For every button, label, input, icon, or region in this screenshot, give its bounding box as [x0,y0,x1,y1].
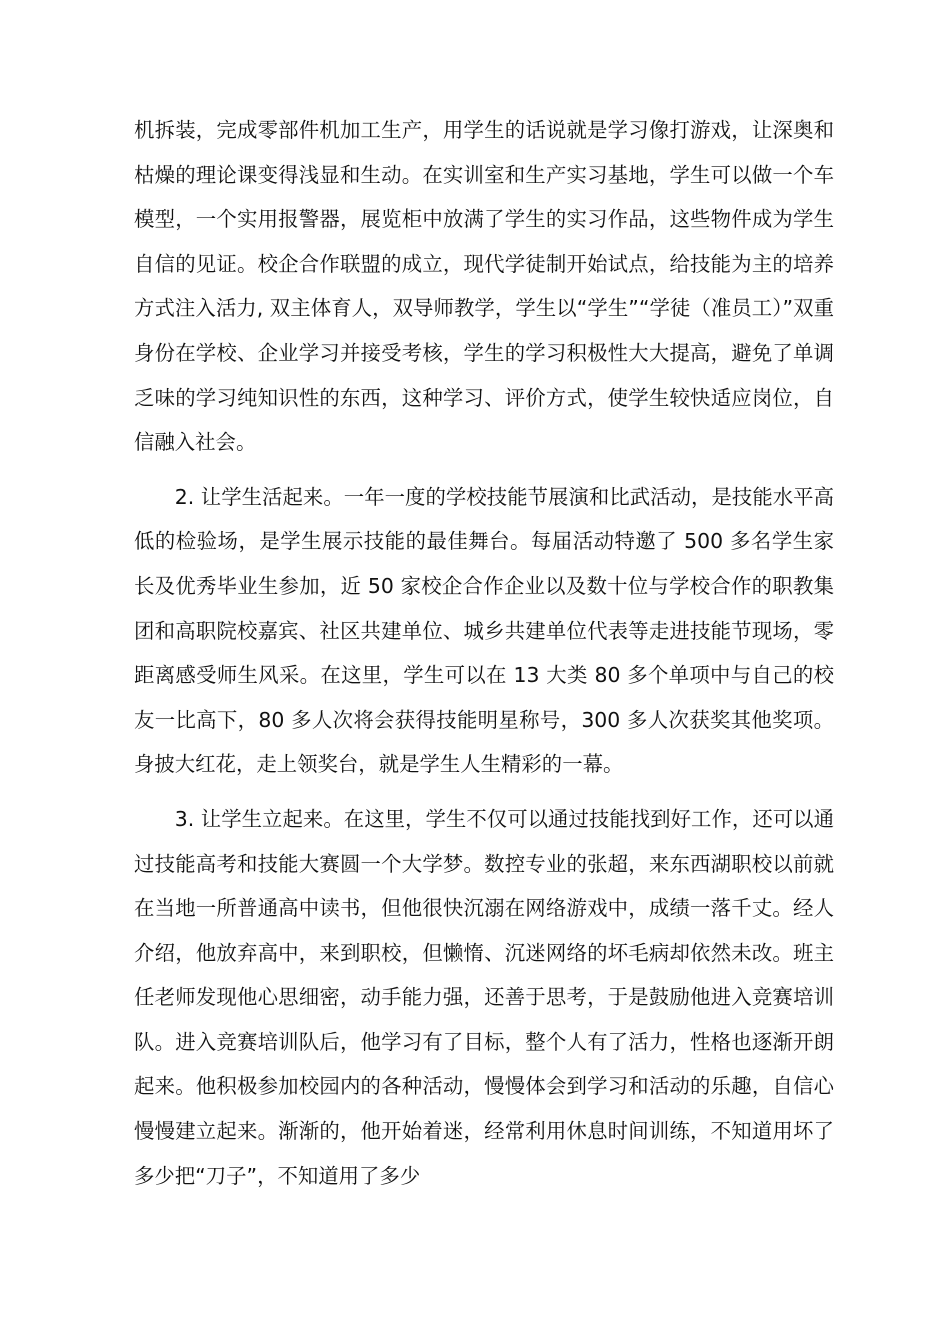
paragraph-3: 3. 让学生立起来。在这里，学生不仅可以通过技能找到好工作，还可以通过技能高考和技能大赛圆一个大学梦。数控专业的张超，来东西湖职校以前就在当地一所普通高中读书，但他很快沉溺在网络游戏中，成绩一落千丈。经人介绍，他放弃高中，来到职校，但懒惰、沉迷网络的坏毛病却依然未改。班主任老师发现他心思细密，动手能力强，还善于思考，于是鼓励他进入竞赛培训队。进入竞赛培训队后，他学习有了目标，整个人有了活力，性格也逐渐开朗起来。他积极参加校园内的各种活动，慢慢体会到学习和活动的乐趣，自信心慢慢建立起来。渐渐的，他开始着迷，经常利用休息时间训练，不知道用坏了多少把“刀子”，不知道用了多少 [134,806,834,1188]
paragraph-2: 2. 让学生活起来。一年一度的学校技能节展演和比武活动，是技能水平高低的检验场，是学生展示技能的最佳舞台。每届活动特邀了 500 多名学生家长及优秀毕业生参加，近 50 家校企合作企业以及数十位与学校合作的职教集团和高职院校嘉宾、社区共建单位、城乡共建单位代表等走进技能节现场，零距离感受师生风采。在这里，学生可以在 13 大类 80 多个单项中与自己的校友一比高下，80 多人次将会获得技能明星称号，300 多人次获奖其他奖项。身披大红花，走上领奖台，就是学生人生精彩的一幕。 [134,484,834,777]
paragraph-1: 机拆装，完成零部件机加工生产，用学生的话说就是学习像打游戏，让深奥和枯燥的理论课变得浅显和生动。在实训室和生产实习基地，学生可以做一个车模型，一个实用报警器，展览柜中放满了学生的实习作品，这些物件成为学生自信的见证。校企合作联盟的成立，现代学徒制开始试点，给技能为主的培养方式注入活力, 双主体育人，双导师教学，学生以“学生”“学徒（准员工）”双重身份在学校、企业学习并接受考核，学生的学习积极性大大提高，避免了单调乏味的学习纯知识性的东西，这种学习、评价方式，使学生较快适应岗位，自信融入社会。 [134,118,834,455]
document-page [134,108,834,1208]
